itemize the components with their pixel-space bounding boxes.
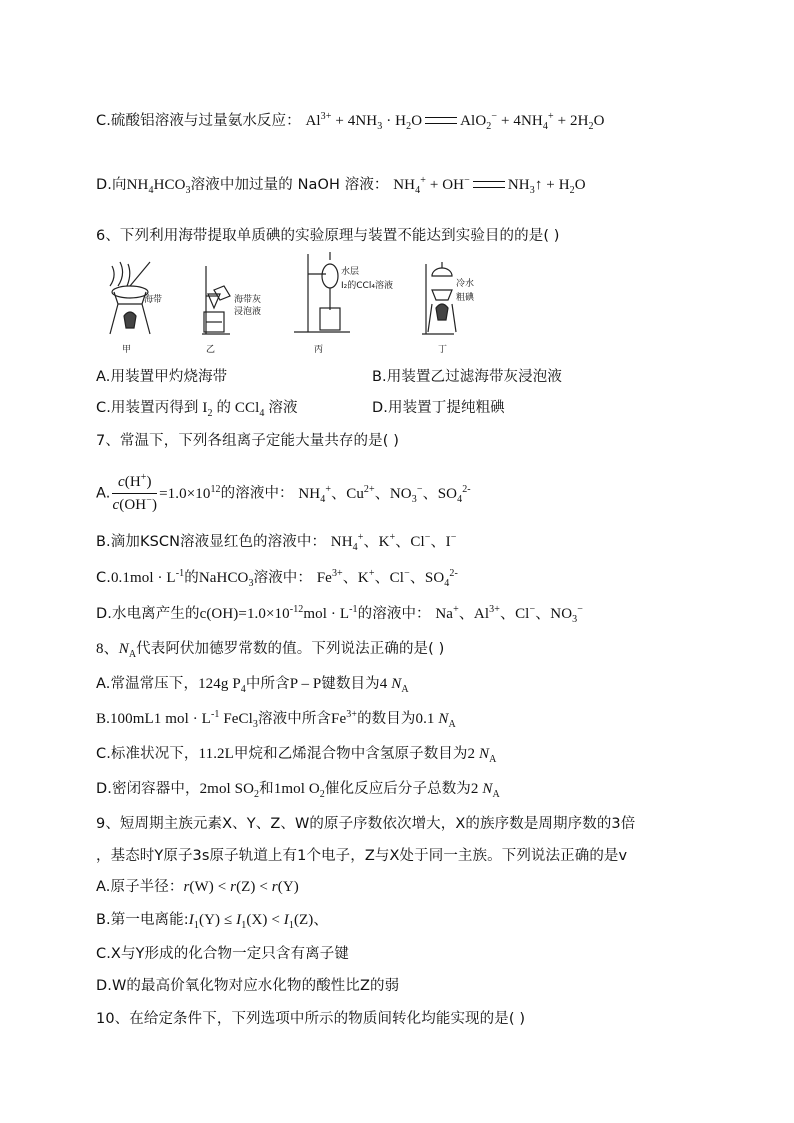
apparatus-jia-diagram <box>100 256 190 356</box>
formula: 1mol $O_2$ <box>273 781 325 800</box>
formula: P – P <box>289 676 322 692</box>
label-bing: 丙 <box>314 345 324 355</box>
label-yi: 乙 <box>206 345 216 355</box>
formula: 4 $N_A$ <box>379 676 409 695</box>
option-text: C. <box>96 570 111 586</box>
formula: 124g $P_4$ <box>198 676 246 695</box>
label-haidaihui: 海带灰 <box>234 295 262 305</box>
label-jinpaoye: 浸泡液 <box>234 307 262 317</box>
formula: 2 $N_A$ <box>467 746 497 765</box>
option-6b: B.用装置乙过滤海带灰浸泡液 <box>372 369 562 385</box>
ion-list: $NH_4^+$、$Cu^{2+}$、$NO_3^-$、$SO_4^{2-}$ <box>298 483 471 505</box>
option-7b <box>96 532 456 552</box>
option-text: 溶液中所含 <box>258 711 332 727</box>
option-text: 的 <box>184 570 199 586</box>
option-text: 和 <box>259 781 274 797</box>
option-5d <box>96 175 586 195</box>
formula: $Fe^{3+}$ <box>331 709 358 727</box>
formula: 8、$N_A$ <box>96 641 137 660</box>
formula: CCl$_4$ <box>231 400 265 419</box>
label-ding: 丁 <box>438 345 448 355</box>
ion-list: $NH_4^+$、K+、Cl−、I− <box>330 532 457 553</box>
option-text: B.滴加KSCN溶液显红色的溶液中： <box>96 534 327 550</box>
option-text: B.第一电离能: <box>96 912 189 928</box>
option-text: 的 <box>216 400 232 416</box>
option-7a <box>96 472 471 515</box>
formula: 11.2L <box>198 746 234 762</box>
option-text: 键数目为 <box>321 676 380 692</box>
formula: r(W) < r(Z) < r(Y) <box>183 879 299 895</box>
label-shuiceng: 水层 <box>341 267 360 277</box>
option-6a: A.用装置甲灼烧海带 <box>96 369 228 385</box>
option-text: 溶液 <box>268 400 298 416</box>
question-6: 6、下列利用海带提取单质碘的实验原理与装置不能达到实验目的的是( ) <box>96 228 560 244</box>
option-text: C.用装置丙得到 <box>96 400 199 416</box>
option-text: 溶液中加过量的 NaOH 溶液： <box>190 177 389 193</box>
formula: $NH_4HCO_3$ <box>126 177 191 196</box>
option-6d: D.用装置丁提纯粗碘 <box>372 400 505 416</box>
ion-list: Na+、$Al^{3+}$、Cl−、$NO_3^-$ <box>435 604 584 625</box>
question-7: 7、常温下，下列各组离子定能大量共存的是( ) <box>96 433 399 449</box>
label-haidai: 海带 <box>144 295 163 305</box>
chemical-equation: $NH_4^+ + OH^-$ $NH_3↑ + H_2O$ <box>393 175 586 196</box>
option-text: A.原子半径： <box>96 879 184 895</box>
option-8d <box>96 779 500 799</box>
option-text: 的溶液中： <box>220 485 294 502</box>
question-10: 10、在给定条件下，下列选项中所示的物质间转化均能实现的是( ) <box>96 1011 526 1027</box>
question-9-line-1: 9、短周期主族元素X、Y、Z、W的原子序数依次增大，X的族序数是周期序数的3倍 <box>96 816 636 832</box>
option-8c <box>96 744 496 764</box>
chemical-equation: $Al^{3+} + 4NH_3 \cdot H_2O$ $AlO_2^- + 4NH_4^+ + 2H_2O$ <box>305 111 605 132</box>
option-text: A. <box>96 485 111 502</box>
formula: 2mol $SO_2$ <box>199 781 260 800</box>
label-i2-ccl4: I₂的CCl₄溶液 <box>341 281 393 291</box>
option-9b <box>96 910 329 930</box>
option-text: 的溶液中： <box>357 606 431 622</box>
option-5c <box>96 111 605 131</box>
option-8a <box>96 674 409 694</box>
label-jia: 甲 <box>122 345 132 355</box>
option-text: A.常温常压下， <box>96 676 199 692</box>
formula: $=1.0\times 10^{12}$ <box>159 483 221 502</box>
question-9-line-2: ，基态时Y原子3s原子轨道上有1个电子，Z与X处于同一主族。下列说法正确的是v <box>96 848 628 864</box>
option-9c: C.X与Y形成的化合物一定只含有离子键 <box>96 946 349 962</box>
option-text: 溶液中： <box>253 570 313 586</box>
formula: NaHCO$_3$ <box>198 570 254 589</box>
option-text: 催化反应后分子总数为 <box>324 781 471 797</box>
label-cudian: 粗碘 <box>456 293 475 303</box>
formula: $I_1(Y) \le I_1(X) < I_1(Z)$、 <box>188 912 329 931</box>
formula: 2 $N_A$ <box>470 781 500 800</box>
option-9a <box>96 877 299 897</box>
option-text: 中所含 <box>245 676 290 692</box>
formula: B.100mL1 mol · $L^{-1}$ FeCl$_3$ <box>96 709 259 730</box>
option-6c <box>96 398 298 418</box>
option-text: 甲烷和乙烯混合物中含氢原子数目为 <box>233 746 468 762</box>
option-text: 的数目为 <box>357 711 416 727</box>
option-text: D.水电离产生的 <box>96 606 200 622</box>
formula: $c(OH)=1.0\times 10^{-12}mol \cdot L^{-1}$ <box>199 604 358 622</box>
option-8b <box>96 709 456 729</box>
formula: $I_2$ <box>198 400 213 419</box>
concentration-ratio: $\frac{c(H^+)}{c(OH^-)}$ <box>112 472 158 513</box>
option-text: C.标准状况下， <box>96 746 199 762</box>
option-7c <box>96 568 458 588</box>
label-lengshui: 冷水 <box>456 279 475 289</box>
option-9d: D.W的最高价氧化物对应水化物的酸性比Z的弱 <box>96 978 400 994</box>
formula: 0.1 $N_A$ <box>415 711 456 730</box>
ion-list: $Fe^{3+}$、K+、Cl−、$SO_4^{2-}$ <box>316 568 458 589</box>
option-7d <box>96 604 583 624</box>
question-text: 代表阿伏加德罗常数的值。下列说法正确的是( ) <box>136 641 445 657</box>
option-text: C.硫酸铝溶液与过量氨水反应： <box>96 113 301 129</box>
question-8 <box>96 639 444 659</box>
option-text: D.向 <box>96 177 127 193</box>
formula: $0.1mol \cdot L^{-1}$ <box>110 568 185 586</box>
option-text: D.密闭容器中， <box>96 781 200 797</box>
